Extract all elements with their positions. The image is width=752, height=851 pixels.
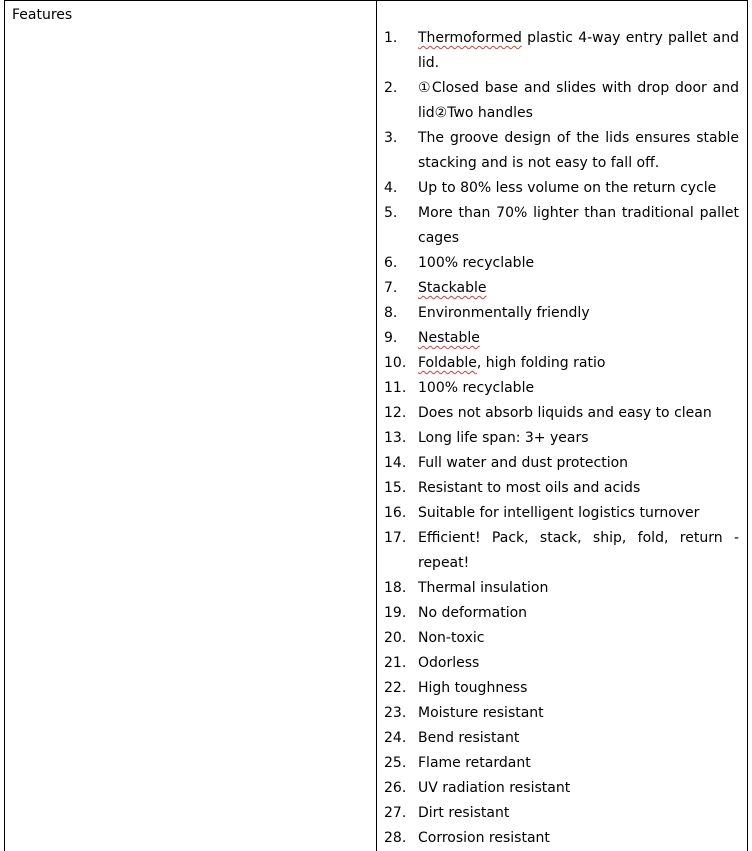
feature-number: 25.	[377, 751, 418, 776]
feature-text-segment: Suitable for intelligent logistics turnover	[418, 505, 699, 521]
feature-number: 23.	[377, 701, 418, 726]
feature-number: 24.	[377, 726, 418, 751]
feature-text-segment: Efficient! Pack, stack, ship, fold, return - repeat!	[418, 530, 739, 571]
feature-item	[377, 401, 739, 426]
feature-text-segment: Thermal insulation	[418, 580, 548, 596]
feature-item	[377, 376, 739, 401]
feature-item	[377, 776, 739, 801]
feature-item	[377, 176, 739, 201]
feature-text	[418, 126, 739, 176]
feature-text	[418, 676, 739, 701]
feature-item	[377, 826, 739, 851]
feature-text-segment: Flame retardant	[418, 755, 531, 771]
feature-text-segment: Dirt resistant	[418, 805, 509, 821]
feature-text-segment: ①Closed base and slides with drop door and lid②Two handles	[418, 80, 739, 121]
feature-text	[418, 401, 739, 426]
feature-number: 4.	[377, 176, 418, 201]
feature-text	[418, 26, 739, 76]
feature-item	[377, 701, 739, 726]
feature-item	[377, 126, 739, 176]
feature-text	[418, 726, 739, 751]
feature-item	[377, 726, 739, 751]
feature-number: 3.	[377, 126, 418, 151]
feature-item	[377, 326, 739, 351]
feature-number: 12.	[377, 401, 418, 426]
feature-number: 1.	[377, 26, 418, 51]
feature-text	[418, 476, 739, 501]
feature-text-segment: 100% recyclable	[418, 380, 534, 396]
feature-number: 13.	[377, 426, 418, 451]
feature-text	[418, 76, 739, 126]
feature-number: 22.	[377, 676, 418, 701]
feature-item	[377, 601, 739, 626]
feature-text-segment: Resistant to most oils and acids	[418, 480, 640, 496]
feature-item	[377, 751, 739, 776]
feature-number: 27.	[377, 801, 418, 826]
features-table	[4, 0, 748, 851]
feature-text	[418, 276, 739, 301]
feature-item	[377, 426, 739, 451]
feature-text	[418, 426, 739, 451]
feature-text	[418, 326, 739, 351]
feature-text	[418, 451, 739, 476]
feature-number: 9.	[377, 326, 418, 351]
feature-text-segment: The groove design of the lids ensures stable stacking and is not easy to fall off.	[418, 130, 739, 171]
feature-text	[418, 601, 739, 626]
feature-text	[418, 751, 739, 776]
feature-text-segment: plastic 4-way entry pallet and lid.	[418, 30, 739, 71]
feature-number: 14.	[377, 451, 418, 476]
feature-text	[418, 201, 739, 251]
feature-text-segment: Up to 80% less volume on the return cycle	[418, 180, 716, 196]
feature-text-segment: No deformation	[418, 605, 527, 621]
spellcheck-flagged-word: Nestable	[418, 330, 480, 346]
feature-text-segment: UV radiation resistant	[418, 780, 570, 796]
feature-item	[377, 301, 739, 326]
feature-item	[377, 201, 739, 251]
feature-number: 19.	[377, 601, 418, 626]
feature-number: 20.	[377, 626, 418, 651]
features-list-cell	[377, 1, 748, 851]
feature-number: 28.	[377, 826, 418, 851]
feature-text	[418, 826, 739, 851]
feature-item	[377, 676, 739, 701]
feature-text-segment: Moisture resistant	[418, 705, 544, 721]
feature-number: 18.	[377, 576, 418, 601]
feature-number: 11.	[377, 376, 418, 401]
feature-item	[377, 76, 739, 126]
feature-number: 21.	[377, 651, 418, 676]
features-list	[377, 1, 747, 851]
feature-item	[377, 626, 739, 651]
feature-text-segment: Bend resistant	[418, 730, 519, 746]
feature-text	[418, 176, 739, 201]
label-cell	[5, 1, 377, 851]
feature-text-segment: Environmentally friendly	[418, 305, 590, 321]
feature-number: 2.	[377, 76, 418, 101]
feature-item	[377, 501, 739, 526]
feature-text	[418, 351, 739, 376]
feature-text-segment: High toughness	[418, 680, 527, 696]
feature-number: 7.	[377, 276, 418, 301]
feature-item	[377, 451, 739, 476]
feature-text	[418, 526, 739, 576]
features-label: Features	[5, 1, 376, 24]
feature-number: 5.	[377, 201, 418, 226]
feature-item	[377, 351, 739, 376]
feature-number: 15.	[377, 476, 418, 501]
feature-text	[418, 501, 739, 526]
feature-number: 26.	[377, 776, 418, 801]
feature-text	[418, 701, 739, 726]
feature-item	[377, 651, 739, 676]
features-row	[5, 1, 748, 851]
feature-number: 17.	[377, 526, 418, 551]
feature-text	[418, 626, 739, 651]
feature-text	[418, 576, 739, 601]
feature-number: 8.	[377, 301, 418, 326]
feature-number: 10.	[377, 351, 418, 376]
feature-text	[418, 801, 739, 826]
feature-text-segment: 100% recyclable	[418, 255, 534, 271]
feature-text-segment: Does not absorb liquids and easy to clean	[418, 405, 712, 421]
feature-item	[377, 276, 739, 301]
feature-item	[377, 526, 739, 576]
feature-text-segment: More than 70% lighter than traditional pallet cages	[418, 205, 739, 246]
feature-text-segment: Long life span: 3+ years	[418, 430, 589, 446]
spellcheck-flagged-word: Thermoformed	[418, 30, 522, 46]
feature-text-segment: Corrosion resistant	[418, 830, 550, 846]
feature-text-segment: Odorless	[418, 655, 479, 671]
feature-text	[418, 776, 739, 801]
feature-text-segment: Full water and dust protection	[418, 455, 628, 471]
feature-item	[377, 251, 739, 276]
feature-text-segment: , high folding ratio	[477, 355, 606, 371]
feature-text	[418, 376, 739, 401]
feature-item	[377, 801, 739, 826]
feature-text	[418, 651, 739, 676]
feature-item	[377, 476, 739, 501]
feature-number: 6.	[377, 251, 418, 276]
spellcheck-flagged-word: Stackable	[418, 280, 486, 296]
feature-item	[377, 576, 739, 601]
feature-text	[418, 251, 739, 276]
feature-number: 16.	[377, 501, 418, 526]
feature-text	[418, 301, 739, 326]
feature-text-segment: Non-toxic	[418, 630, 484, 646]
feature-item	[377, 26, 739, 76]
spellcheck-flagged-word: Foldable	[418, 355, 477, 371]
